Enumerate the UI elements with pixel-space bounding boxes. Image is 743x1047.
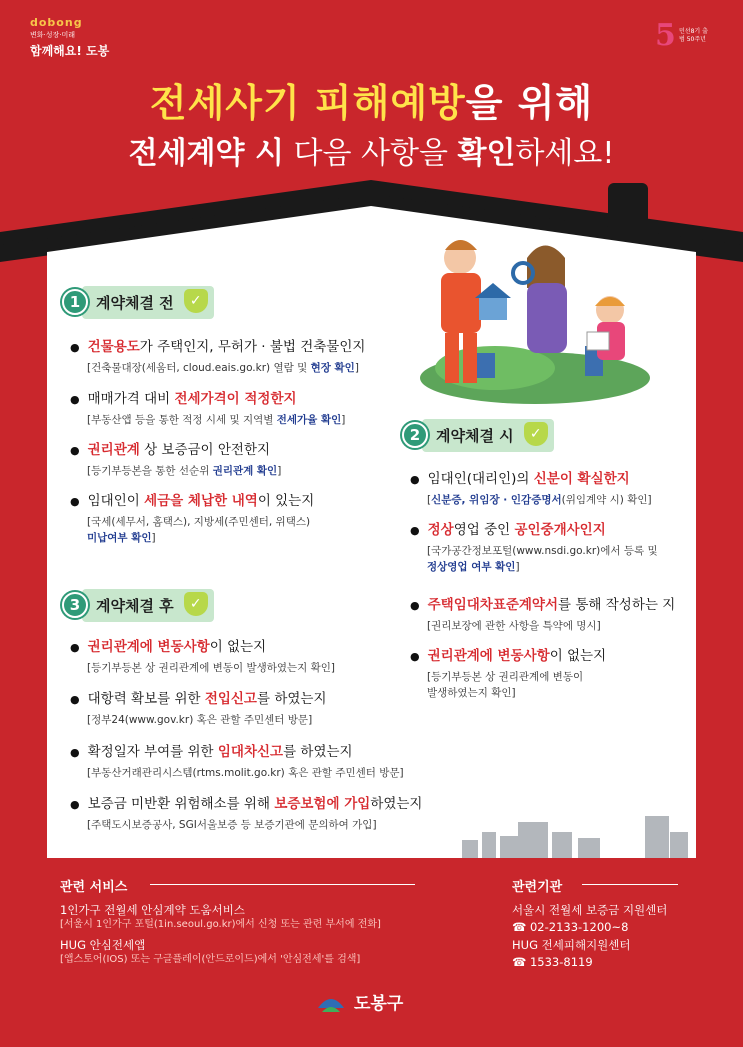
item-note-2: 발생하였는지 확인] — [427, 687, 516, 699]
item-key: 신분이 확실한지 — [533, 471, 630, 487]
section2-header — [402, 418, 554, 452]
item-key: 임대차신고 — [217, 744, 284, 760]
section3-header — [62, 588, 214, 622]
item-note-end: ] — [341, 414, 346, 426]
item-text: 매매가격 대비 — [87, 391, 175, 407]
badge-text: 민선8기 출범 50주년 — [679, 28, 708, 43]
section2-label — [422, 419, 554, 452]
family-illustration — [415, 228, 655, 408]
item-key: 전입신고 — [204, 691, 257, 707]
item-key: 권리관계에 변동사항 — [87, 639, 210, 655]
org-divider — [582, 884, 678, 885]
item-key: 보증보험에 가입 — [274, 796, 371, 812]
item-key: 세금을 체납한 내역 — [144, 493, 258, 509]
item-text: 보증금 미반환 위험해소를 위해 — [87, 796, 275, 812]
subheadline-d: 하세요! — [515, 136, 615, 171]
item-note-end: ] — [354, 362, 359, 374]
item-text: 상 보증금이 안전한지 — [139, 442, 271, 458]
section2-number: 2 — [402, 422, 428, 448]
district-emblem-icon — [316, 988, 346, 1014]
item-key: 전세가격이 적정한지 — [174, 391, 297, 407]
list-item — [70, 743, 470, 781]
item-note-end: (위임계약 시) 확인] — [561, 494, 652, 506]
item-note-key: 현장 확인 — [310, 362, 355, 374]
item-note-key: 정상영업 여부 확인 — [427, 561, 516, 573]
list-item — [70, 795, 470, 833]
item-note: [등기부등본 상 권리관계에 변동이 발생하였는지 확인] — [87, 662, 336, 674]
item-text: 임대인이 — [87, 493, 145, 509]
list-item — [70, 390, 400, 428]
check-shield-icon: ✓ — [184, 289, 208, 313]
item-text-end: 이 있는지 — [257, 493, 315, 509]
item-key: 권리관계 — [87, 442, 140, 458]
service1-detail: [서울시 1인가구 포털(1in.seoul.go.kr)에서 신청 또는 관련 부서에 전화] — [60, 919, 381, 930]
item-note: [ — [427, 494, 432, 506]
headline-highlight: 전세사기 피해예방 — [149, 81, 466, 125]
item-note: [국가공간정보포털(www.nsdi.go.kr)에서 등록 및 — [427, 545, 658, 557]
service2-detail: [앱스토어(IOS) 또는 구글플레이(안드로이드)에서 '안심전세'를 검색] — [60, 954, 361, 965]
item-text: 이 없는지 — [209, 639, 267, 655]
item-note-key: 신분증, 위임장 · 인감증명서 — [431, 494, 562, 506]
item-note-end: ] — [277, 465, 282, 477]
list-item — [410, 521, 695, 575]
org1-phone: ☎ 02-2133-1200~8 — [512, 920, 629, 934]
item-note: [권리보장에 관한 사항을 특약에 명시] — [427, 620, 601, 632]
services-title: 관련 서비스 — [60, 880, 128, 895]
subheadline-b: 다음 사항을 — [283, 136, 458, 171]
slogan-dots: dobong — [30, 16, 83, 29]
item-note-end: ] — [151, 532, 156, 544]
list-item — [70, 690, 450, 728]
list-item — [70, 492, 400, 546]
item-text-end: 하였는지 — [370, 796, 423, 812]
slogan-sub: 변화·성장·미래 — [30, 31, 76, 39]
service1-name: 1인가구 전월세 안심계약 도움서비스 — [60, 903, 245, 917]
org1-name: 서울시 전월세 보증금 지원센터 — [512, 903, 668, 917]
item-text-end: 를 하였는지 — [283, 744, 353, 760]
list-item — [70, 441, 400, 479]
item-text: 확정일자 부여를 위한 — [87, 744, 218, 760]
section1-label — [82, 286, 214, 319]
item-text: 대항력 확보를 위한 — [87, 691, 205, 707]
item-note: [건축물대장(세움터, cloud.eais.go.kr) 열람 및 — [87, 362, 311, 374]
section1-header — [62, 285, 214, 319]
headline-rest: 을 위해 — [465, 81, 594, 125]
subheadline-a: 전세계약 시 — [128, 136, 284, 171]
list-item — [410, 470, 695, 508]
service2-name: HUG 안심전세앱 — [60, 938, 146, 952]
district-name: 도봉구 — [354, 993, 404, 1014]
item-note: [부동산거래관리시스템(rtms.molit.go.kr) 혹은 관할 주민센터 방문] — [87, 767, 404, 779]
item-text: 를 통해 작성하는 지 — [558, 597, 676, 613]
list-item — [410, 596, 695, 634]
badge-number: 5 — [655, 18, 676, 53]
item-note-end: ] — [515, 561, 520, 573]
district-logo — [316, 988, 403, 1014]
list-item — [70, 338, 400, 376]
item-text: 이 없는지 — [549, 648, 607, 664]
check-shield-icon: ✓ — [184, 592, 208, 616]
list-item — [70, 638, 450, 676]
item-note-key: 미납여부 확인 — [87, 532, 152, 544]
item-note: [등기부등본 상 권리관계에 변동이 — [427, 671, 584, 683]
item-text: 영업 중인 — [453, 522, 515, 538]
chimney — [608, 183, 648, 233]
item-note: [국세(세무서, 홈택스), 지방세(주민센터, 위택스) — [87, 516, 311, 528]
slogan-main: 함께해요! 도봉 — [30, 44, 110, 58]
services-divider — [150, 884, 415, 885]
item-text: 임대인(대리인)의 — [427, 471, 534, 487]
org2-phone: ☎ 1533-8119 — [512, 955, 593, 969]
item-note: [주택도시보증공사, SGI서울보증 등 보증기관에 문의하여 가입] — [87, 819, 377, 831]
item-key: 정상 — [427, 522, 454, 538]
item-key: 주택임대차표준계약서 — [427, 597, 559, 613]
item-note: [등기부등본을 통한 선순위 — [87, 465, 213, 477]
list-item — [410, 647, 695, 701]
item-text-end: 를 하였는지 — [256, 691, 327, 707]
item-key-2: 공인중개사인지 — [514, 522, 606, 538]
section1-number: 1 — [62, 289, 88, 315]
section2-label-text: 계약체결 시 — [436, 426, 514, 445]
section3-label-text: 계약체결 후 — [96, 596, 174, 615]
item-key: 권리관계에 변동사항 — [427, 648, 550, 664]
item-note-key: 전세가율 확인 — [276, 414, 342, 426]
item-note: [정부24(www.gov.kr) 혹은 관할 주민센터 방문] — [87, 714, 313, 726]
org-title: 관련기관 — [512, 880, 563, 895]
item-note: [부동산앱 등을 통한 적정 시세 및 지역별 — [87, 414, 277, 426]
check-shield-icon: ✓ — [524, 422, 548, 446]
item-key: 건물용도 — [87, 339, 140, 355]
item-note-key: 권리관계 확인 — [212, 465, 278, 477]
org2-name: HUG 전세피해지원센터 — [512, 938, 631, 952]
item-text: 가 주택인지, 무허가 · 불법 건축물인지 — [139, 339, 366, 355]
section1-label-text: 계약체결 전 — [96, 293, 174, 312]
section3-label — [82, 589, 214, 622]
section3-number: 3 — [62, 592, 88, 618]
subheadline-c: 확인 — [457, 136, 516, 171]
